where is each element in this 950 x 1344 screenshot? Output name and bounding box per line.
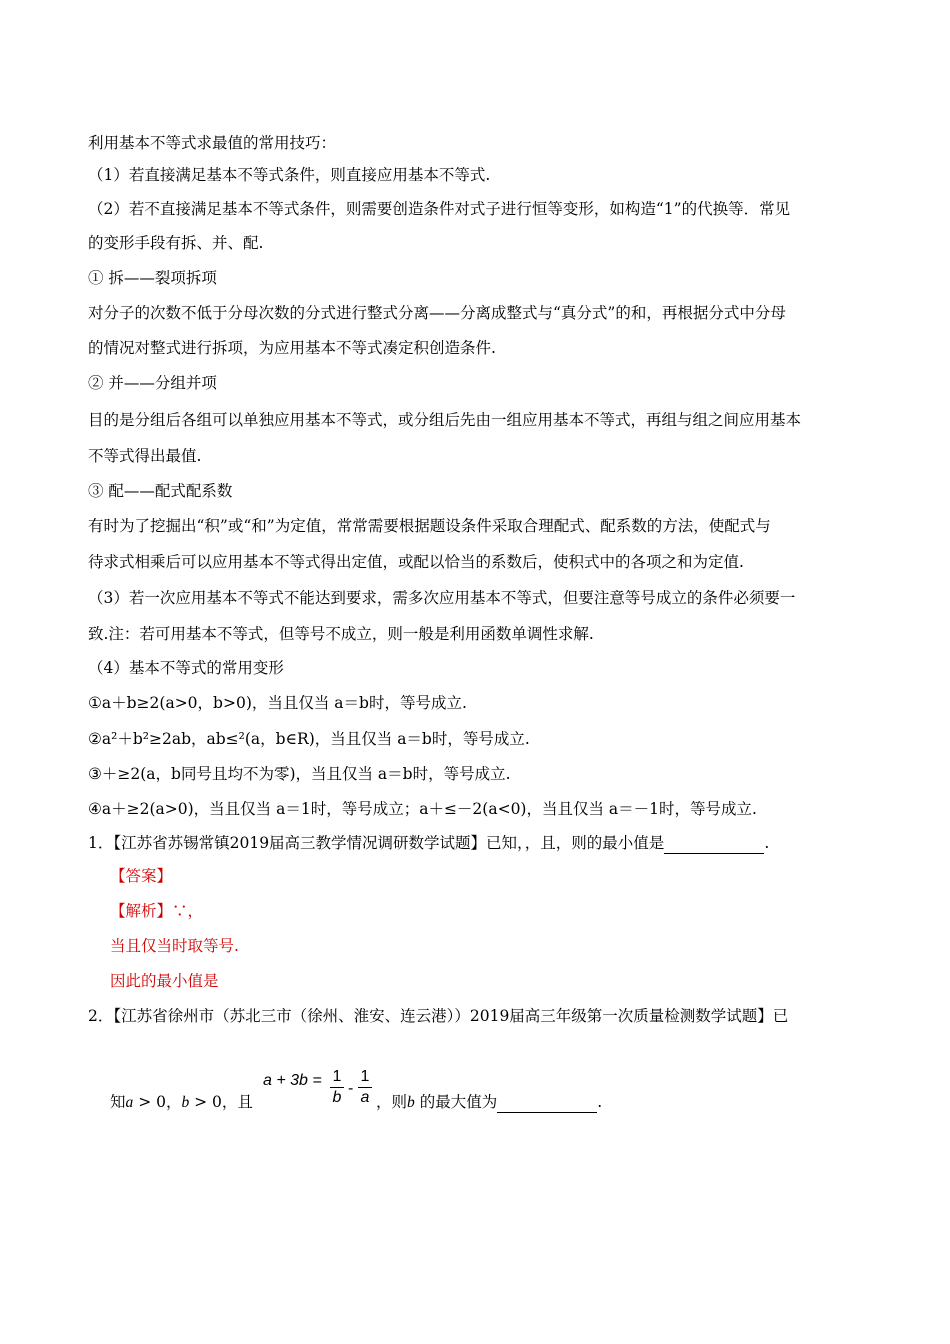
intro-text: 利用基本不等式求最值的常用技巧： [88, 134, 337, 152]
q2-var-a: a [125, 1094, 134, 1111]
answer-label: 【答案】 [110, 867, 173, 885]
q2-frac1-den: b [332, 1089, 342, 1106]
paragraph-2a: （2）若不直接满足基本不等式条件，则需要创造条件对式子进行恒等变形，如构造“1”的代换等．常见 [88, 200, 791, 218]
question-1 [88, 833, 769, 854]
analysis-line-2: 因此的最小值是 [110, 972, 219, 990]
question-2-head: 2．【江苏省徐州市（苏北三市（徐州、淮安、连云港））2019届高三年级第一次质量检测数学试题】已 [88, 1007, 789, 1025]
match-text-b: 待求式相乘后可以应用基本不等式得出定值，或配以恰当的系数后，使积式中的各项之和为定值. [88, 553, 744, 571]
formula-3: ③＋≥2(a，b同号且均不为零)，当且仅当 a＝b时，等号成立. [88, 765, 511, 783]
formula-4: ④a＋≥2(a>0)，当且仅当 a＝1时，等号成立；a＋≤－2(a<0)，当且仅当 a＝－1时，等号成立. [88, 800, 757, 818]
q2-var-b2: b [407, 1094, 415, 1111]
paragraph-3a: （3）若一次应用基本不等式不能达到要求，需多次应用基本不等式，但要注意等号成立的条件必须要一 [88, 589, 796, 607]
paragraph-3b: 致.注：若可用基本不等式，但等号不成立，则一般是利用函数单调性求解. [88, 625, 594, 643]
merge-heading: ② 并——分组并项 [88, 374, 217, 392]
q2-frac1-num: 1 [332, 1068, 342, 1085]
q2-frac1-bar [330, 1087, 344, 1088]
q2-fraction-2 [358, 1068, 372, 1107]
q2-frac2-num: 1 [360, 1068, 370, 1085]
answer-blank-1 [664, 833, 764, 854]
q2-frac2-bar [358, 1087, 372, 1088]
paragraph-2b: 的变形手段有拆、并、配. [88, 234, 264, 252]
q2-minus: - [348, 1080, 354, 1097]
match-heading: ③ 配——配式配系数 [88, 482, 233, 500]
question-1-end: . [764, 834, 770, 852]
formula-1: ①a＋b≥2(a>0，b>0)，当且仅当 a＝b时，等号成立. [88, 694, 467, 712]
split-text-b: 的情况对整式进行拆项，为应用基本不等式凑定积创造条件. [88, 339, 496, 357]
q2-cond-a: > 0， [133, 1093, 182, 1111]
question-2-tail [376, 1092, 602, 1113]
paragraph-4: （4）基本不等式的常用变形 [88, 659, 284, 677]
split-text-a: 对分子的次数不低于分母次数的分式进行整式分离——分离成整式与“真分式”的和，再根据分式中分母 [88, 304, 786, 322]
q2-then: ，则 [376, 1093, 408, 1111]
q2-frac2-den: a [360, 1089, 370, 1106]
analysis-line-1: 当且仅当时取等号. [110, 937, 239, 955]
question-2-body [110, 1092, 253, 1113]
merge-text-a: 目的是分组后各组可以单独应用基本不等式，或分组后先由一组应用基本不等式，再组与组之间应用基本 [88, 411, 802, 429]
q2-max-text: 的最大值为 [414, 1093, 498, 1111]
q2-end: . [597, 1093, 603, 1111]
q2-var-b: b [181, 1094, 190, 1111]
answer-blank-2 [497, 1092, 597, 1113]
merge-text-b: 不等式得出最值. [88, 447, 202, 465]
formula-2: ②a²＋b²≥2ab，ab≤²(a，b∈R)，当且仅当 a＝b时，等号成立. [88, 730, 530, 748]
q2-equation-lhs: a + 3b = [263, 1072, 322, 1089]
match-text-a: 有时为了挖掘出“积”或“和”为定值，常常需要根据题设条件采取合理配式、配系数的方法，使配式与 [88, 517, 771, 535]
q2-cond-b: > 0，且 [189, 1093, 253, 1111]
analysis-label: 【解析】∵， [110, 902, 204, 920]
split-heading: ① 拆——裂项拆项 [88, 269, 217, 287]
q2-zhi: 知 [110, 1093, 126, 1111]
question-1-text: 1．【江苏省苏锡常镇2019届高三教学情况调研数学试题】已知，，且，则的最小值是 [88, 834, 665, 852]
paragraph-1: （1）若直接满足基本不等式条件，则直接应用基本不等式. [88, 166, 491, 184]
q2-fraction-1 [330, 1068, 344, 1107]
